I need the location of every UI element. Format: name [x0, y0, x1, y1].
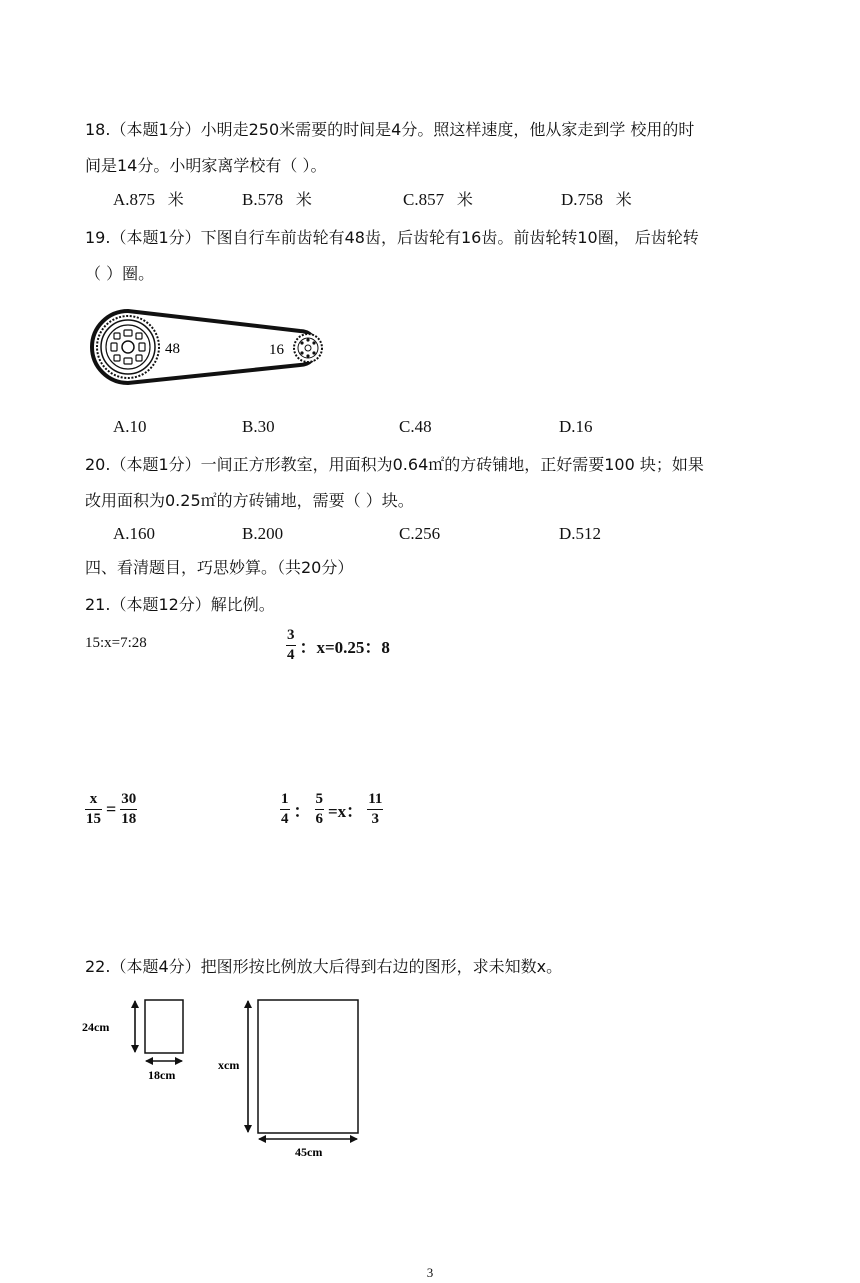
q18-option-a: [113, 189, 184, 211]
q18-line1: 18.（本题1分）小明走250米需要的时间是4分。照这样速度，他从家走到学 校用的时: [85, 120, 695, 139]
q20-option-b: B.200: [242, 524, 284, 543]
eq2-denominator: 4: [287, 647, 295, 663]
eq4-middle: =x：: [328, 802, 364, 821]
q20-line1: 20.（本题1分）一间正方形教室，用面积为0.64㎡的方砖铺地，正好需要100 块；如果: [85, 455, 704, 474]
eq4-a-denominator: 4: [281, 811, 289, 827]
front-gear-icon: [97, 316, 159, 378]
q18-option-a-value: A.875: [113, 190, 156, 209]
q20-option-d: D.512: [559, 524, 602, 543]
q21-equation-4: [278, 792, 385, 827]
eq3-right-numerator: 30: [121, 791, 137, 807]
small-rectangle: [145, 1000, 183, 1053]
eq3-right-denominator: 18: [121, 811, 137, 827]
q20-option-a: A.160: [113, 524, 156, 543]
q21-equation-2: [284, 628, 392, 663]
eq4-c-numerator: 11: [368, 791, 383, 807]
q21-equation-1: 15:x=7:28: [85, 635, 147, 651]
q19-line1: 19.（本题1分）下图自行车前齿轮有48齿，后齿轮有16齿。前齿轮转10圈， 后齿轮转: [85, 228, 699, 247]
q21-equation-3: [83, 792, 139, 827]
small-width-label: 18cm: [148, 1068, 176, 1082]
q20-option-c: C.256: [399, 524, 441, 543]
scale-rectangles-figure: [82, 990, 380, 1165]
eq3-right-fraction: [120, 792, 137, 827]
page-number: 3: [426, 1265, 434, 1280]
large-width-label: 45cm: [295, 1145, 323, 1159]
q18-option-d-value: D.758: [561, 190, 604, 209]
q18-option-c-unit: 米: [456, 190, 473, 209]
q18-option-b-unit: 米: [295, 190, 312, 209]
q20-line2: 改用面积为0.25㎡的方砖铺地，需要（ ）块。: [85, 491, 414, 510]
q18-option-c: [403, 189, 473, 211]
q18-line2: 间是14分。小明家离学校有（ ）。: [85, 156, 327, 175]
q21-title: 21.（本题12分）解比例。: [85, 595, 275, 614]
bicycle-gear-figure: [88, 307, 333, 387]
eq4-c-denominator: 3: [371, 811, 380, 827]
large-height-label: xcm: [218, 1058, 240, 1072]
eq4-fraction-c: [367, 792, 383, 827]
q22-title: 22.（本题4分）把图形按比例放大后得到右边的图形，求未知数x。: [85, 957, 563, 976]
q19-option-d: D.16: [559, 417, 593, 436]
eq3-equals: =: [106, 799, 117, 819]
large-rectangle: [258, 1000, 358, 1133]
rear-gear-icon: [294, 334, 322, 362]
q18-option-c-value: C.857: [403, 190, 445, 209]
q18-option-d: [561, 189, 632, 211]
eq3-left-denominator: 15: [86, 811, 101, 827]
eq2-rest: ：x=0.25：8: [299, 638, 390, 657]
q18-option-b: [242, 189, 312, 211]
rear-gear-label: 16: [269, 342, 284, 358]
q19-option-a: A.10: [113, 417, 147, 436]
q19-option-b: B.30: [242, 417, 275, 436]
eq4-a-numerator: 1: [281, 791, 289, 807]
eq4-colon: ：: [293, 802, 311, 821]
eq3-left-fraction: [85, 792, 102, 827]
eq4-fraction-b: [315, 792, 325, 827]
section-4-title: 四、看清题目，巧思妙算。（共20分）: [85, 558, 354, 577]
front-gear-label: 48: [165, 341, 180, 357]
q18-option-d-unit: 米: [615, 190, 632, 209]
q19-line2: （ ）圈。: [85, 264, 155, 283]
q18-option-b-value: B.578: [242, 190, 284, 209]
eq4-b-numerator: 5: [315, 791, 323, 807]
small-height-label: 24cm: [82, 1020, 110, 1034]
eq4-b-denominator: 6: [315, 811, 323, 827]
q18-option-a-unit: 米: [167, 190, 184, 209]
eq2-numerator: 3: [287, 627, 295, 643]
eq3-left-numerator: x: [89, 791, 98, 807]
eq2-fraction: [286, 628, 296, 663]
eq4-fraction-a: [280, 792, 290, 827]
q19-option-c: C.48: [399, 417, 432, 436]
